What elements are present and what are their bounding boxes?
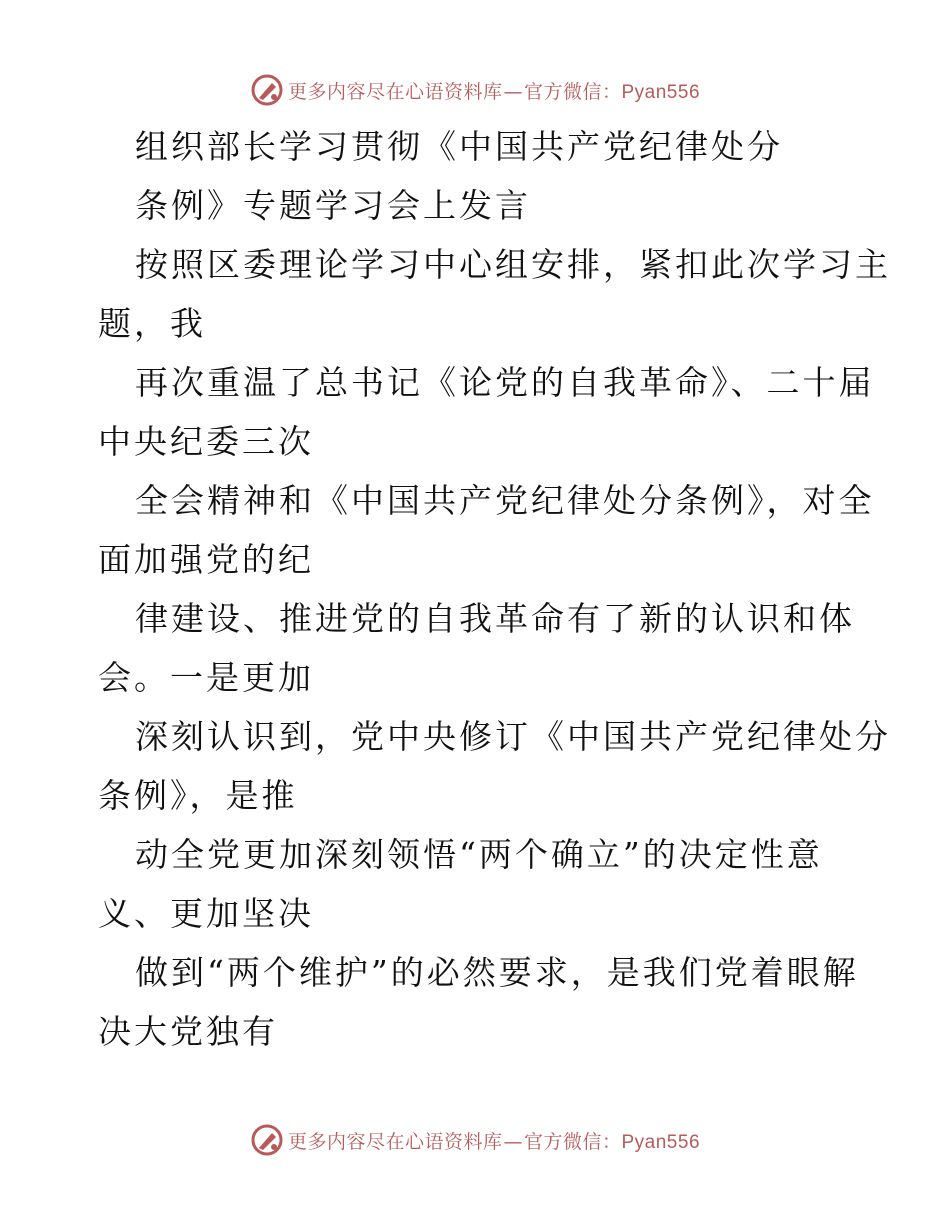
- footer-watermark: [0, 1120, 950, 1160]
- paragraph-line: 全会精神和《中国共产党纪律处分条例》，对全: [135, 481, 875, 520]
- watermark-wechat-label: 官方微信：: [523, 80, 622, 103]
- watermark-site: 更多内容尽在心语资料库: [287, 1130, 503, 1153]
- paragraph-line: 做到“两个维护”的必然要求，是我们党着眼解: [135, 953, 859, 992]
- watermark-wechat-id: Pyan556: [621, 81, 701, 103]
- watermark-separator: —: [503, 1130, 523, 1153]
- logo-icon: [250, 73, 284, 107]
- watermark-site: 更多内容尽在心语资料库: [287, 80, 503, 103]
- paragraph-line: 条例》，是推: [98, 776, 298, 815]
- paragraph-line: 动全党更加深刻领悟“两个确立”的决定性意: [135, 835, 823, 874]
- header-watermark: [0, 70, 950, 110]
- document-title-line-1: 组织部长学习贯彻《中国共产党纪律处分: [135, 127, 783, 166]
- paragraph-line: 再次重温了总书记《论党的自我革命》、二十届: [135, 363, 875, 402]
- paragraph-line: 中央纪委三次: [98, 422, 314, 461]
- paragraph-line: 会。一是更加: [98, 658, 314, 697]
- watermark-wechat-id: Pyan556: [621, 1131, 701, 1153]
- paragraph-line: 义、更加坚决: [98, 894, 314, 933]
- watermark-wechat-label: 官方微信：: [523, 1130, 622, 1153]
- document-title-line-2: 条例》专题学习会上发言: [135, 186, 531, 225]
- paragraph-line: 按照区委理论学习中心组安排，紧扣此次学习主: [135, 245, 891, 284]
- paragraph-line: 深刻认识到，党中央修订《中国共产党纪律处分: [135, 717, 891, 756]
- watermark-separator: —: [503, 80, 523, 103]
- paragraph-line: 面加强党的纪: [98, 540, 314, 579]
- logo-icon: [250, 1123, 284, 1157]
- paragraph-line: 决大党独有: [98, 1012, 278, 1051]
- paragraph-line: 题，我: [98, 304, 206, 343]
- paragraph-line: 律建设、推进党的自我革命有了新的认识和体: [135, 599, 855, 638]
